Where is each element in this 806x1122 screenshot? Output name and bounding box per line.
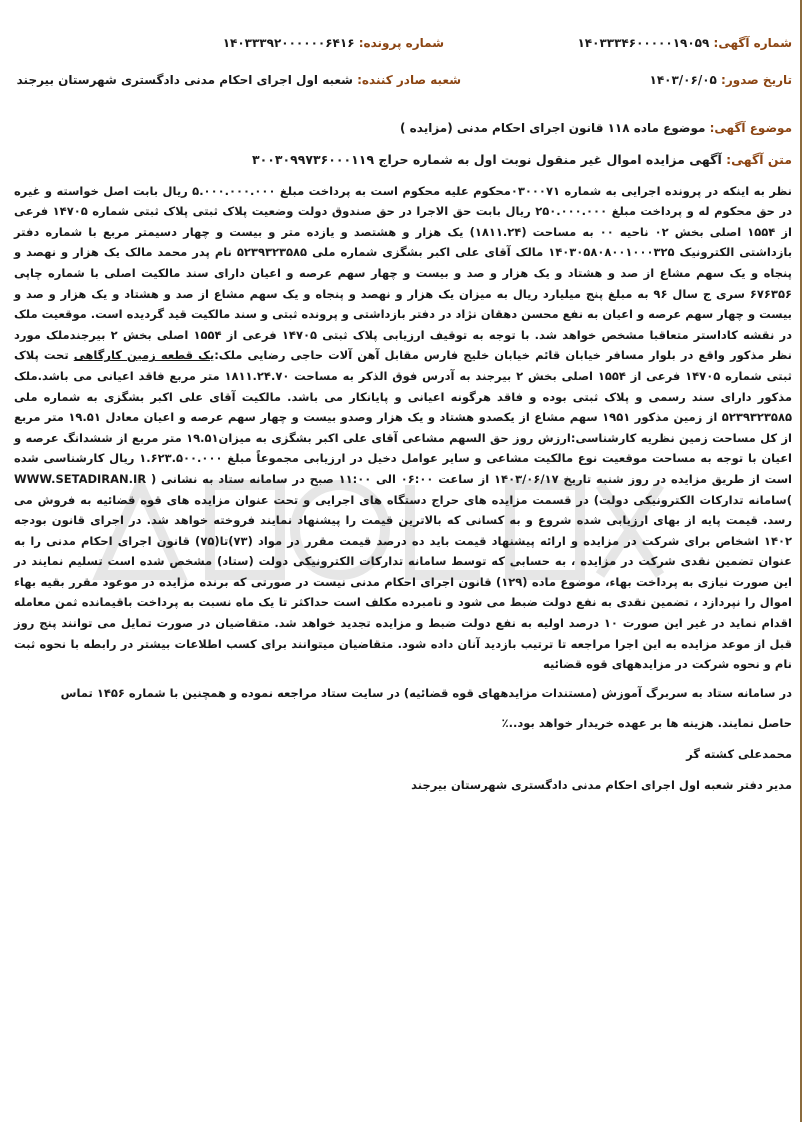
body-label: متن آگهی: [726, 152, 792, 167]
ad-number [577, 36, 792, 50]
signature-name: محمدعلی کشته گر [686, 747, 792, 762]
subject-label: موضوع آگهی: [709, 121, 792, 135]
issue-date-label: تاریخ صدور: [721, 73, 792, 87]
issuing-branch-label: شعبه صادر کننده: [357, 73, 461, 87]
body-title: آگهی مزایده اموال غیر منقول نوبت اول به شماره حراج ۳۰۰۳۰۹۹۷۳۶۰۰۰۱۱۹ [252, 152, 722, 167]
case-number-label: شماره پرونده: [358, 36, 444, 50]
ad-subject [400, 121, 792, 135]
issuing-branch [17, 73, 461, 87]
body-paragraph-contact: در سامانه ستاد به سربرگ آموزش (مستندات مزایدههای قوه قضائیه) در سایت ستاد مراجعه نموده و همچنین با شماره ۱۴۵۶ تماس [60, 685, 792, 700]
case-number [223, 36, 444, 50]
ad-body [14, 150, 792, 795]
ad-number-label: شماره آگهی: [713, 36, 792, 50]
issue-date-value: ۱۴۰۳/۰۶/۰۵ [649, 73, 717, 87]
issuing-branch-value: شعبه اول اجرای احکام مدنی دادگستری شهرستان بیرجند [16, 73, 353, 87]
body-text-part-1: نظر به اینکه در پرونده اجرایی به شماره ۰۳۰۰۰۷۱محکوم علیه محکوم است به پرداخت مبلغ ۵.۰۰۰.۰۰۰.۰۰۰ ریال بابت اصل خواسته و غیره در حق محکوم له و پرداخت مبلغ ۲۵۰.۰۰۰.۰۰۰ ریال بابت حق الاجرا در حق صندوق دولت وضعیت پلاک ثبتی پلاک ثبتی شماره ۱۴۷۰۵ فرعی از ۱۵۵۴ اصلی بخش ۰۲ ناحیه ۰۰ به مساحت (۱۸۱۱.۲۴) یک هزار و هشتصد و یازده متر و بیست و چهار دسیمتر مربع با شماره دفتر بازداشتی الکترونیک ۱۴۰۳۰۵۸۰۸۰۰۱۰۰۰۳۲۵ مالک آقای علی اکبر بشگزی شماره ملی ۵۲۳۹۳۲۳۵۸۵ نام پدر محمد مالک یک هزار و نهصد و پنجاه و یک سهم مشاع از صد و هشتاد و یک هزار و صد و بیست و چهار سهم عرصه و اعیان دارای سند مالکیت اصلی با شماره چاپی ۶۷۶۳۵۶ سری ج سال ۹۶ به مبلغ پنج میلیارد ریال به میزان یک هزار و نهصد و پنجاه و یک سهم مشاع از صد و هشتاد و یک هزار و صد و بیست و چهار سهم عرصه و اعیان به نفع محسن دهقان نژاد در دفتر بازداشتی و پرونده ثبتی و سند مالکیت قید گردیده است. موقعیت ملک در نقشه کاداستر متعاقبا مشخص خواهد شد. با توجه به توقیف ارزیابی پلاک ثبتی ۱۴۷۰۵ فرعی از ۱۵۵۴ اصلی بخش ۲ بیرجندملک مورد نظر مذکور واقع در بلوار مسافر خیابان قائم خیابان خلیج فارس مقابل آهن آلات حاجی رضایی ملک: [13, 183, 793, 363]
body-title-line [14, 150, 792, 171]
signature-title: مدیر دفتر شعبه اول اجرای احکام مدنی دادگستری شهرستان بیرجند [411, 777, 792, 792]
body-paragraph-costs: حاصل نمایند. هزینه ها بر عهده خریدار خواهد بود..٪ [501, 716, 792, 731]
subject-value: موضوع ماده ۱۱۸ قانون اجرای احکام مدنی (مزایده ) [400, 121, 706, 135]
ad-number-value: ۱۴۰۳۳۳۴۶۰۰۰۰۰۱۹۰۵۹ [577, 36, 710, 50]
case-number-value: ۱۴۰۳۳۳۹۲۰۰۰۰۰۰۶۴۱۶ [222, 36, 355, 50]
right-border [800, 0, 802, 1122]
body-text-part-2: تحت پلاک ثبتی شماره ۱۴۷۰۵ فرعی از ۱۵۵۴ اصلی بخش ۲ بیرجند به آدرس فوق الذکر به مساحت ۱۸۱۱.۲۴.۷۰ متر مربع فاقد اعیانی می باشد.ملک مذکور دارای سند رسمی و پلاک ثبتی بوده و فاقد هرگونه اعیانی و پایانکار می باشد. مالکیت آقای علی اکبر بشگزی به شماره ملی ۵۲۳۹۳۲۳۵۸۵ از زمین مذکور ۱۹۵۱ سهم مشاع از یکصدو هشتاد و یک هزار وصدو بیست و چهار سهم عرصه و اعیان معادل ۱۹.۵۱ متر مربع از کل مساحت زمین نظریه کارشناسی:ارزش روز حق السهم مشاعی آقای علی اکبر بشگزی به میزان۱۹.۵۱ متر مربع از ششدانگ عرصه و اعیان با توجه به مساحت موقعیت نوع مالکیت مشاعی و سایر عوامل دخیل در ارزیابی مجموعاً مبلغ ۱.۶۲۳.۵۰۰.۰۰۰ ریال کارشناسی شده است از طریق مزایده در روز شنبه تاریخ ۱۴۰۳/۰۶/۱۷ از ساعت ۰۶:۰۰ الی ۱۱:۰۰ صبح در سامانه ستاد به نشانی ( WWW.SETADIRAN.IR )سامانه تدارکات الکترونیکی دولت) در قسمت مزایده های حراج دستگاه های اجرایی و تحت عنوان مزایده های قوه قضائیه به فروش می رسد. قیمت پایه از بهای ارزیابی شده شروع و به کسانی که بالاترین قیمت را پیشنهاد نمایند فروخته خواهد شد. در اجرای قانون بودجه ۱۴۰۲ اشخاص برای شرکت در مزایده و ارائه پیشنهاد قیمت باید ده درصد قیمت مقرر در مواد (۷۳)تا(۷۵) قانون اجرای احکام مدنی را به عنوان تضمین نقدی شرکت در مزایده ، به حسابی که توسط سامانه تدارکات الکترونیکی دولت (ستاد) مشخص شده است تسلیم نمایند در این صورت نیازی به پرداخت بهاء، موضوع ماده (۱۲۹) قانون اجرای احکام مدنی نیست در صورتی که برنده مزایده در موعود مقرر بقیه بهاء اموال را نپردازد ، تضمین نقدی به نفع دولت ضبط می شود و نامبرده مکلف است حداکثر تا یک ماه نسبت به پرداخت باقیمانده ثمن معامله اقدام نماید در غیر این صورت ۱۰ درصد اولیه به نفع دولت ضبط و مزایده تجدید خواهد شد. متقاضیان در صورت تمایل می توانند پنج روز قبل از موعد مزایده به این اجرا مراجعه تا ترتیب بازدید آنان داده شود. متقاضیان میتوانند برای کسب اطلاعات بیشتر در رابطه با نحوه ثبت نام و نحوه شرکت در مزایدههای قوه قضائیه [14, 348, 792, 672]
issue-date [650, 73, 793, 87]
body-paragraph-main [14, 181, 792, 675]
body-text-underlined: یک قطعه زمین کارگاهی [73, 348, 215, 363]
